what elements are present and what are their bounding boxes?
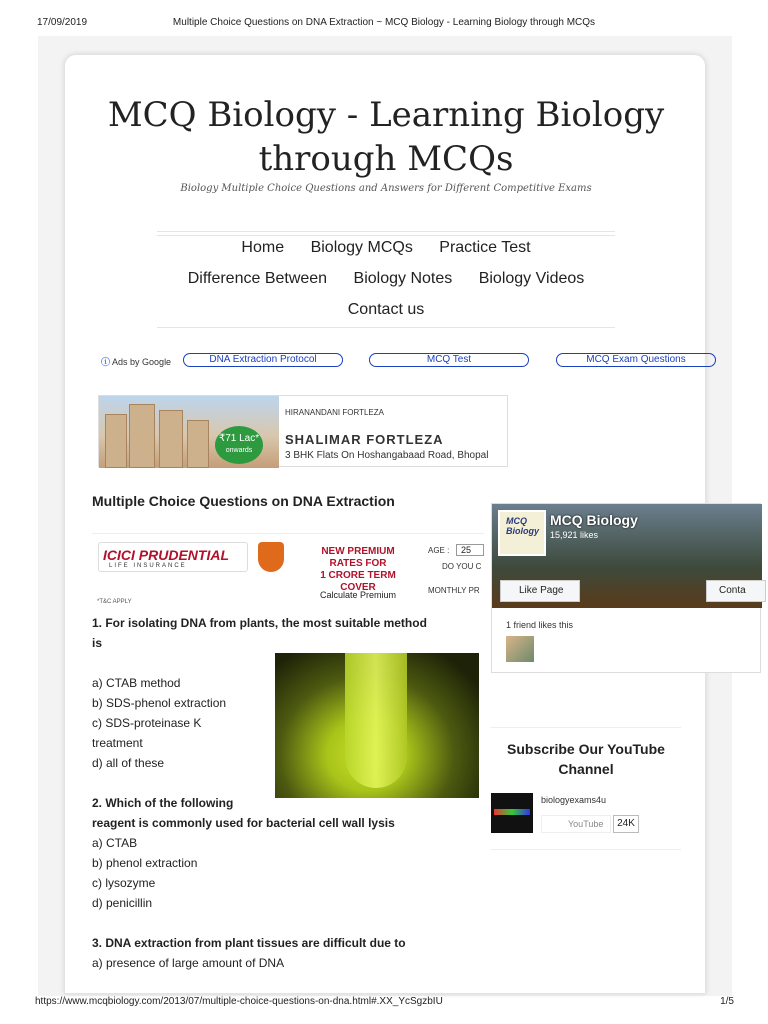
dna-tube-photo: [275, 653, 479, 798]
ad-project-name: SHALIMAR FORTLEZA: [285, 432, 444, 447]
facebook-page-widget[interactable]: [491, 503, 761, 673]
question-3-options: [92, 953, 284, 973]
nav-row-3: [65, 301, 707, 319]
site-title[interactable]: [65, 93, 707, 181]
facebook-page-thumb[interactable]: MCQ Biology: [498, 510, 546, 556]
nav-difference-between[interactable]: Difference Between: [187, 270, 328, 287]
ads-by-google[interactable]: [101, 355, 171, 368]
property-ad-banner[interactable]: [98, 395, 508, 467]
list-item: c) lysozyme: [92, 876, 156, 890]
ad-link-mcq-test[interactable]: MCQ Test: [369, 353, 529, 367]
question-1-options: [92, 673, 226, 773]
contact-button[interactable]: Conta: [706, 580, 766, 602]
ad-link-dna-extraction-protocol[interactable]: DNA Extraction Protocol: [183, 353, 343, 367]
question-2-options: [92, 833, 197, 913]
age-label: AGE :: [428, 546, 450, 555]
print-url: https://www.mcqbiology.com/2013/07/multiple-choice-questions-on-dna.html#.XX_YcSgzbIU: [35, 996, 443, 1007]
site-title-line1: MCQ Biology - Learning Biology: [107, 95, 665, 135]
print-date: 17/09/2019: [37, 17, 88, 28]
price-sub: onwards: [225, 447, 253, 454]
youtube-channel-name[interactable]: biologyexams4u: [541, 795, 607, 805]
facebook-likes: 15,921 likes: [550, 530, 599, 540]
question-1-text: 1. For isolating DNA from plants, the most suitable method is: [92, 616, 427, 650]
list-item: a) presence of large amount of DNA: [92, 956, 285, 970]
list-item: b) SDS-phenol extraction: [92, 696, 227, 710]
friend-avatar[interactable]: [506, 636, 534, 662]
nav-biology-mcqs[interactable]: Biology MCQs: [310, 239, 413, 256]
nav-row-2: [65, 270, 707, 288]
tnc-note: *T&C APPLY: [97, 599, 132, 605]
list-item: a) CTAB: [92, 836, 138, 850]
page-card: [64, 54, 746, 994]
nav-divider-top-2: [157, 235, 615, 236]
ad-subtitle: 3 BHK Flats On Hoshangabaad Road, Bhopal: [285, 450, 489, 461]
nav-divider-top: [157, 231, 615, 232]
site-tagline: Biology Multiple Choice Questions and Answers for Different Competitive Exams: [180, 183, 592, 194]
list-item: d) penicillin: [92, 896, 153, 910]
facebook-page-name[interactable]: MCQ Biology: [550, 512, 638, 528]
post-title[interactable]: Multiple Choice Questions on DNA Extraction: [92, 493, 395, 509]
price-badge: [215, 426, 263, 464]
ad-question: DO YOU C: [442, 562, 482, 571]
age-input[interactable]: 25: [456, 544, 484, 556]
nav-divider-bottom: [157, 327, 615, 328]
insurance-ad[interactable]: [92, 533, 484, 601]
youtube-section-title: Subscribe Our YouTube Channel: [507, 741, 665, 777]
divider: [491, 727, 681, 728]
info-icon: ⓘ: [101, 357, 111, 367]
nav-row-1: [65, 239, 707, 257]
question-2-text: 2. Which of the following reagent is commonly used for bacterial cell wall lysis: [92, 796, 395, 830]
list-item: a) CTAB method: [92, 676, 181, 690]
site-title-line2: through MCQs: [258, 139, 514, 179]
list-item: d) all of these: [92, 756, 165, 770]
youtube-subscriber-count: 24K: [613, 815, 639, 833]
divider: [491, 849, 681, 850]
print-page-number: 1/5: [720, 996, 734, 1007]
nav-home[interactable]: Home: [241, 239, 285, 256]
question-3-text: 3. DNA extraction from plant tissues are difficult due to: [92, 936, 406, 950]
shield-icon: [258, 542, 284, 572]
price-value: ₹71 Lac*: [218, 433, 260, 444]
friends-like-text: 1 friend likes this: [506, 620, 574, 630]
like-page-button[interactable]: Like Page: [500, 580, 580, 602]
nav-biology-notes[interactable]: Biology Notes: [353, 270, 453, 287]
list-item: b) phenol extraction: [92, 856, 198, 870]
print-title: Multiple Choice Questions on DNA Extraction ~ MCQ Biology - Learning Biology through MCQs: [172, 17, 596, 28]
list-item: c) SDS-proteinase K: [92, 716, 202, 730]
calculate-premium-link[interactable]: Calculate Premium: [319, 590, 397, 600]
ad-offer: NEW PREMIUM RATES FOR 1 CRORE TERM COVER: [320, 546, 396, 593]
nav-biology-videos[interactable]: Biology Videos: [478, 270, 585, 287]
ad-link-mcq-exam-questions[interactable]: MCQ Exam Questions: [556, 353, 716, 367]
nav-contact-us[interactable]: Contact us: [347, 301, 425, 318]
nav-practice-test[interactable]: Practice Test: [439, 239, 531, 256]
youtube-subscribe-button[interactable]: YouTube: [541, 815, 611, 833]
youtube-channel-logo[interactable]: [491, 793, 533, 833]
monthly-premium-label: MONTHLY PR: [428, 586, 480, 595]
list-item: treatment: [92, 736, 143, 750]
icici-logo: ICICI PRUDENTIAL LIFE INSURANCE: [98, 542, 248, 572]
ad-brand: HIRANANDANI FORTLEZA: [285, 408, 384, 417]
ads-label-text: Ads by Google: [112, 357, 172, 367]
